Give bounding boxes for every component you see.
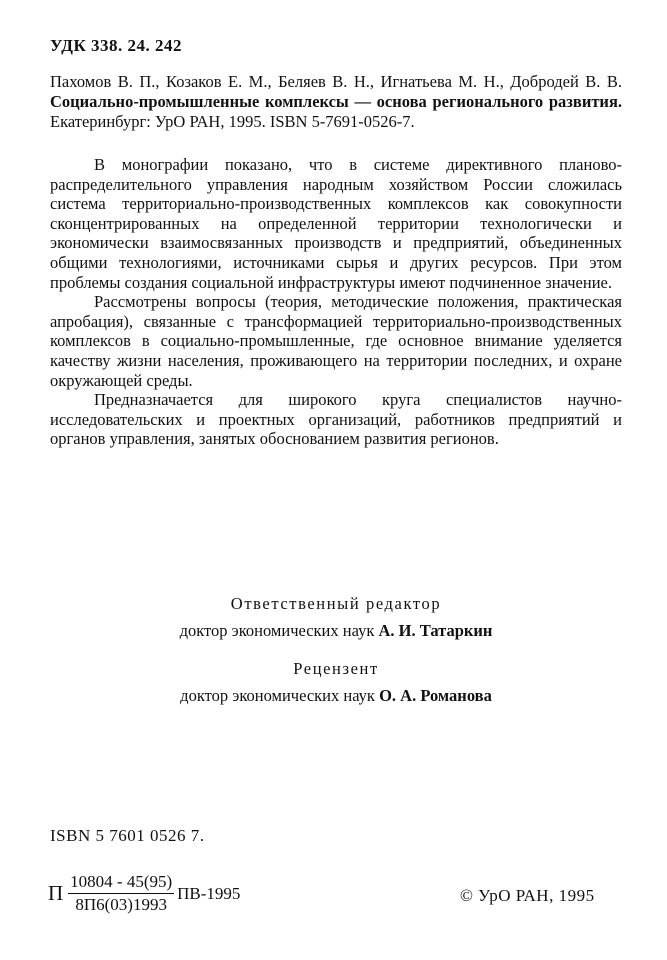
abstract-paragraph: Рассмотрены вопросы (теория, методические положения, практическая апробация), связанные с трансформацией территориально-производственных комплексов в социально-промышленные, где основное внимание уделяется качеству жизни населения, проживающего на территории последних, и охране окружающей среды. — [50, 292, 622, 390]
reviewer-degree: доктор экономических наук — [180, 686, 375, 705]
index-fraction — [68, 872, 174, 915]
editor-degree: доктор экономических наук — [179, 621, 375, 640]
publication-index-code — [48, 872, 240, 915]
editor-credit — [50, 621, 622, 641]
reviewer-credit — [50, 686, 622, 706]
editor-name: А. И. Татаркин — [378, 621, 493, 640]
editorial-credits — [50, 594, 622, 724]
udk-code: УДК 338. 24. 242 — [50, 36, 183, 55]
editor-role: Ответственный редактор — [230, 594, 442, 613]
book-title: Социально-промышленные комплексы — основа регионального развития. — [50, 92, 622, 111]
copyright-notice: © УрО РАН, 1995 — [460, 886, 595, 905]
imprint: Екатеринбург: УрО РАН, 1995. ISBN 5-7691-0526-7. — [50, 112, 415, 131]
reviewer-role: Рецензент — [293, 659, 379, 678]
isbn: ISBN 5 7601 0526 7. — [50, 826, 205, 845]
reviewer-name: О. А. Романова — [379, 686, 492, 705]
abstract — [50, 155, 622, 449]
index-denominator: 8П6(03)1993 — [75, 895, 167, 914]
bibliographic-record — [50, 72, 622, 132]
abstract-paragraph: В монографии показано, что в системе директивного планово-распределительного управления народным хозяйством России сложилась система территориально-производственных комплексов как совокупности сконцентрированных на определенной территории технологически и экономически взаимосвязанных производств и предприятий, объединенных общими технологиями, источниками сырья и других ресурсов. При этом проблемы создания социальной инфраструктуры имеют подчиненное значение. — [50, 155, 622, 292]
index-prefix: П — [48, 881, 64, 905]
authors: Пахомов В. П., Козаков Е. М., Беляев В. Н., Игнатьева М. Н., Добродей В. В. — [50, 72, 622, 91]
abstract-paragraph: Предназначается для широкого круга специалистов научно-исследовательских и проектных организаций, работников предприятий и органов управления, занятых обоснованием развития регионов. — [50, 390, 622, 449]
index-numerator: 10804 - 45(95) — [68, 872, 174, 894]
index-suffix: ПВ-1995 — [177, 883, 241, 903]
